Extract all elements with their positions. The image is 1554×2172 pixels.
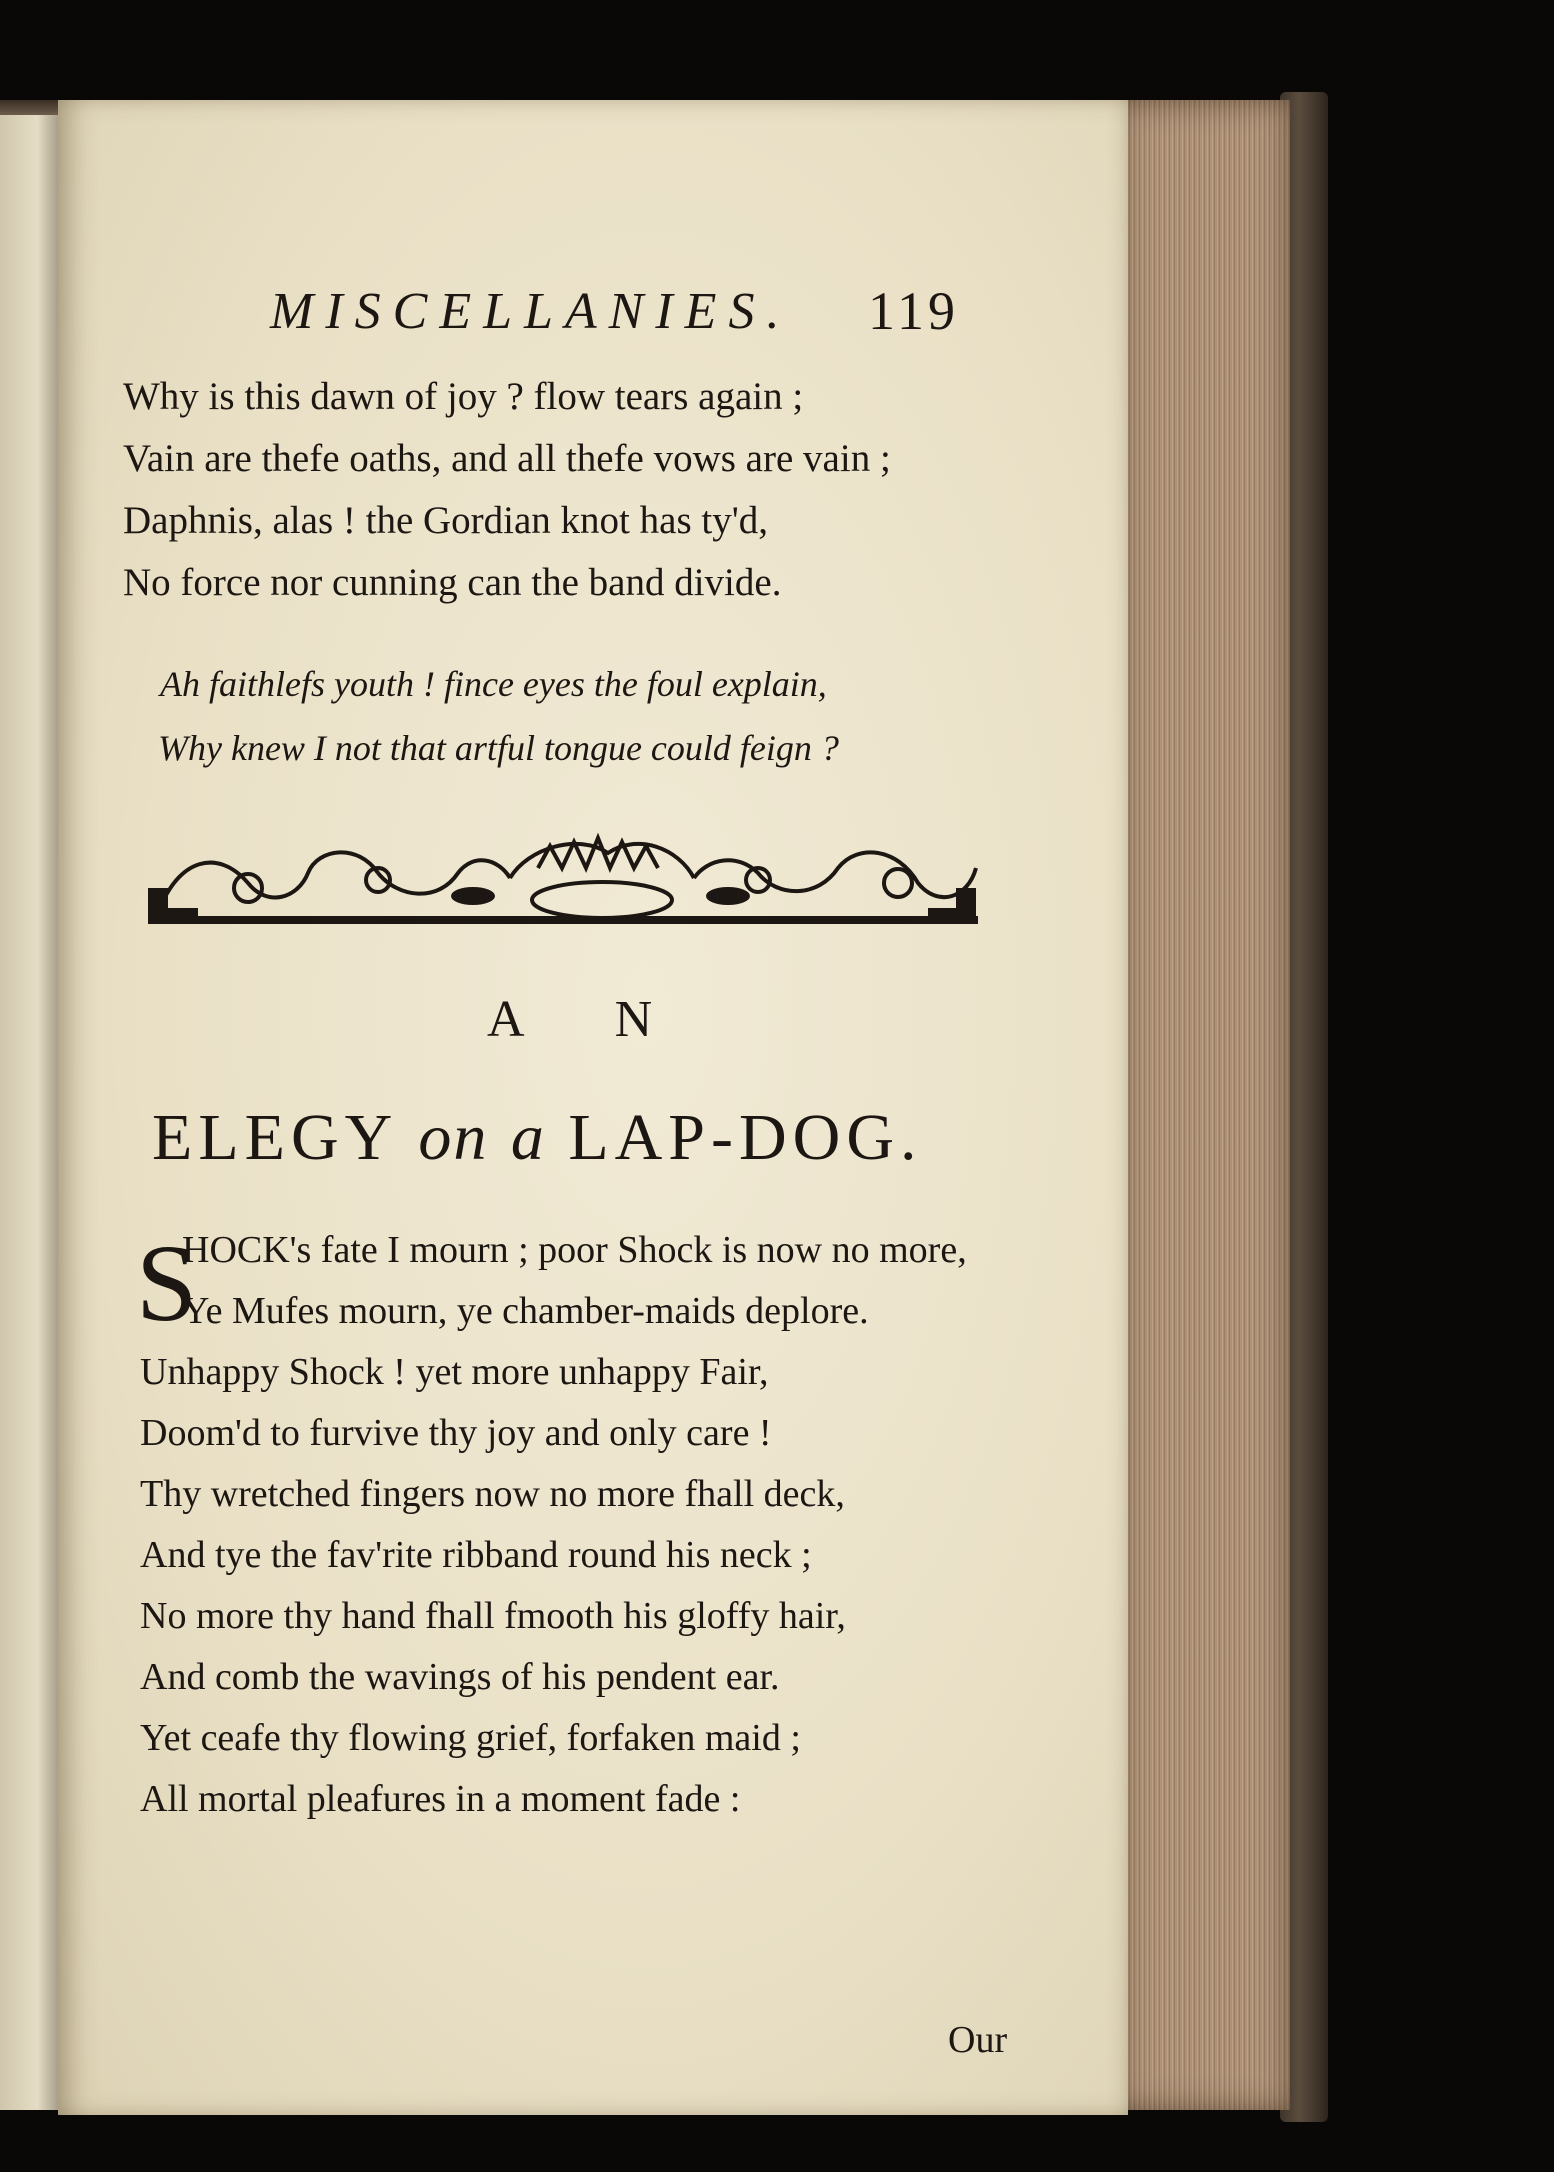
verse-line: Thy wretched fingers now no more fhall deck, xyxy=(140,1473,845,1515)
title-elegy-word: ELEGY xyxy=(152,1101,396,1174)
verse-line: Ah faithlefs youth ! fince eyes the foul explain, xyxy=(160,664,827,704)
page-number: 119 xyxy=(868,281,959,341)
poem-body xyxy=(140,1220,967,1830)
title-lap-dog: LAP-DOG. xyxy=(568,1101,923,1174)
catchword: Our xyxy=(948,2019,1008,2061)
title-a: a xyxy=(510,1101,546,1174)
facing-page xyxy=(0,115,62,2110)
page-fore-edge xyxy=(1116,100,1290,2110)
verse-line: Yet ceafe thy flowing grief, forfaken maid ; xyxy=(140,1717,801,1759)
verse-line: Vain are thefe oaths, and all thefe vows are vain ; xyxy=(123,437,891,480)
title-on: on xyxy=(418,1101,489,1174)
stanza-one xyxy=(123,366,891,614)
drop-cap: S xyxy=(136,1222,198,1344)
verse-line: Why knew I not that artful tongue could feign ? xyxy=(158,728,839,768)
title-an: A N xyxy=(487,991,693,1048)
verse-line: Ye Mufes mourn, ye chamber-maids deplore. xyxy=(182,1290,869,1332)
ornament-headpiece xyxy=(138,828,986,930)
stanza-two-italic xyxy=(160,652,839,780)
verse-line: No more thy hand fhall fmooth his gloffy hair, xyxy=(140,1595,846,1637)
verse-line: And tye the fav'rite ribband round his neck ; xyxy=(140,1534,812,1576)
verse-line: All mortal pleafures in a moment fade : xyxy=(140,1778,741,1820)
verse-line: Doom'd to furvive thy joy and only care ! xyxy=(140,1412,772,1454)
running-title: MISCELLANIES. xyxy=(270,283,792,340)
verse-line: HOCK's fate I mourn ; poor Shock is now no more, xyxy=(182,1229,967,1271)
verse-line: Why is this dawn of joy ? flow tears again ; xyxy=(123,375,804,418)
verse-line: Unhappy Shock ! yet more unhappy Fair, xyxy=(140,1351,769,1393)
verse-line: And comb the wavings of his pendent ear. xyxy=(140,1656,780,1698)
verse-line: Daphnis, alas ! the Gordian knot has ty'd, xyxy=(123,499,768,542)
title-elegy xyxy=(152,1100,922,1176)
verse-line: No force nor cunning can the band divide. xyxy=(123,561,782,604)
